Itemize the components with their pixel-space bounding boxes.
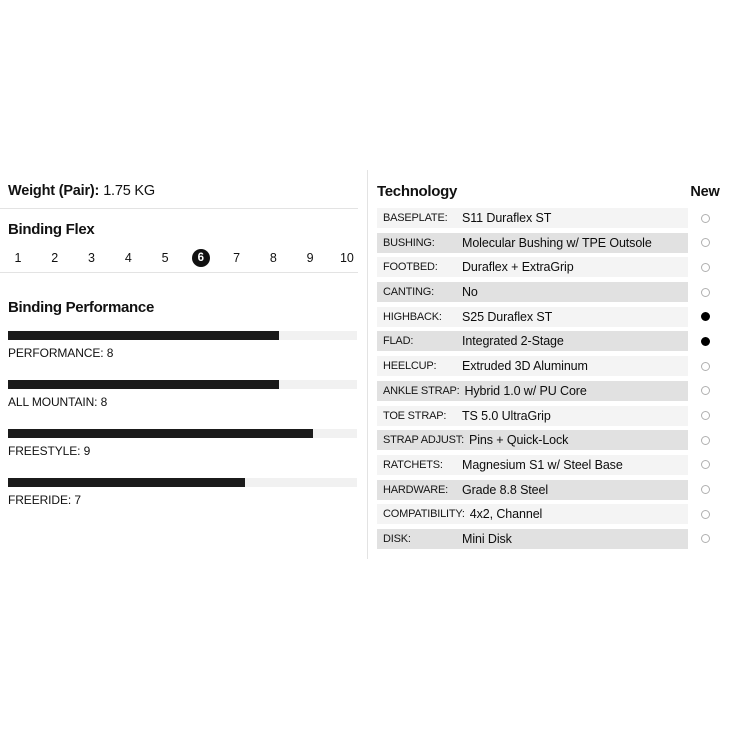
- binding-flex-title: Binding Flex: [8, 221, 95, 238]
- performance-bar-group: [8, 380, 357, 409]
- spec-label: RATCHETS:: [383, 458, 443, 471]
- table-row-background: [377, 504, 688, 524]
- binding-flex-scale: [8, 248, 357, 267]
- table-row-background: [377, 455, 688, 475]
- spec-left-column: [0, 170, 368, 559]
- table-row-background: [377, 406, 688, 426]
- spec-label: STRAP ADJUST:: [383, 434, 464, 447]
- divider: [0, 272, 358, 273]
- flex-scale-number: 8: [269, 250, 277, 265]
- spec-label: HEELCUP:: [383, 360, 437, 373]
- new-indicator-cell: [688, 282, 722, 302]
- table-row: [377, 406, 722, 426]
- table-row: [377, 504, 722, 524]
- bar-fill: [8, 380, 279, 389]
- new-indicator-cell: [688, 381, 722, 401]
- table-row-background: [377, 208, 688, 228]
- table-row: [377, 480, 722, 500]
- flex-scale-number: 10: [339, 250, 354, 265]
- spec-value: No: [462, 285, 478, 300]
- weight-pair: [8, 183, 357, 201]
- bar-label: PERFORMANCE: 8: [8, 346, 114, 360]
- bar-fill: [8, 429, 313, 438]
- technology-header: [377, 183, 722, 201]
- technology-title: Technology: [377, 183, 458, 200]
- table-row: [377, 257, 722, 277]
- table-row-background: [377, 233, 688, 253]
- spec-label: CANTING:: [383, 286, 434, 299]
- spec-label: HIGHBACK:: [383, 310, 442, 323]
- table-row: [377, 529, 722, 549]
- spec-label: BASEPLATE:: [383, 212, 448, 224]
- new-indicator-cell: [688, 208, 722, 228]
- new-indicator-cell: [688, 356, 722, 376]
- flex-scale-number: 2: [51, 250, 59, 265]
- new-column-header: New: [690, 184, 720, 200]
- bar-track: [8, 331, 357, 340]
- spec-label: ANKLE STRAP:: [383, 384, 460, 397]
- flex-scale-number: 3: [88, 250, 95, 265]
- spec-value: Grade 8.8 Steel: [462, 482, 549, 497]
- table-row: [377, 381, 722, 401]
- spec-value: Integrated 2-Stage: [462, 334, 564, 349]
- new-indicator-cell: [688, 257, 722, 277]
- new-indicator-cell: [688, 233, 722, 253]
- table-row: [377, 307, 722, 327]
- table-row-background: [377, 480, 688, 500]
- spec-label: FLAD:: [383, 335, 414, 348]
- new-indicator-cell: [688, 430, 722, 450]
- flex-scale-number: 7: [233, 250, 241, 265]
- table-row: [377, 331, 722, 351]
- table-row-background: [377, 529, 688, 549]
- bar-label: FREERIDE: 7: [8, 493, 81, 507]
- new-indicator-cell: [688, 307, 722, 327]
- table-row: [377, 430, 722, 450]
- table-row-background: [377, 430, 688, 450]
- new-indicator-dot: [701, 214, 710, 223]
- bar-label: FREESTYLE: 9: [8, 444, 91, 458]
- technology-column: [377, 170, 722, 554]
- table-row-background: [377, 282, 688, 302]
- spec-value: 4x2, Channel: [469, 507, 543, 522]
- flex-scale-number: 5: [161, 250, 169, 265]
- bar-fill: [8, 331, 279, 340]
- spec-value: TS 5.0 UltraGrip: [462, 408, 551, 423]
- table-row-background: [377, 331, 688, 351]
- new-indicator-dot: [701, 485, 710, 494]
- table-row: [377, 208, 722, 228]
- table-row: [377, 356, 722, 376]
- spec-value: Mini Disk: [462, 531, 512, 546]
- spec-label: HARDWARE:: [383, 483, 449, 496]
- spec-label: DISK:: [383, 532, 411, 545]
- flex-scale-selected-number: 6: [192, 249, 210, 267]
- weight-value: 1.75 KG: [103, 183, 155, 199]
- divider: [0, 208, 358, 209]
- new-indicator-dot: [701, 510, 710, 519]
- spec-value: S11 Duraflex ST: [462, 211, 552, 225]
- new-indicator-dot: [701, 263, 710, 272]
- spec-value: Duraflex + ExtraGrip: [462, 260, 574, 275]
- new-indicator-cell: [688, 529, 722, 549]
- flex-scale-number: 4: [124, 250, 132, 265]
- flex-scale-number: 9: [306, 250, 314, 265]
- new-indicator-dot: [701, 411, 710, 420]
- new-indicator-dot: [701, 460, 710, 469]
- table-row-background: [377, 257, 688, 277]
- weight-label: Weight (Pair):: [8, 183, 100, 199]
- table-row: [377, 282, 722, 302]
- spec-value: Hybrid 1.0 w/ PU Core: [464, 383, 587, 398]
- performance-bar-group: [8, 429, 357, 458]
- performance-bars: [8, 331, 357, 507]
- table-row-background: [377, 307, 688, 327]
- bar-track: [8, 429, 357, 438]
- bar-label: ALL MOUNTAIN: 8: [8, 395, 108, 409]
- new-indicator-cell: [688, 480, 722, 500]
- new-indicator-dot: [701, 362, 710, 371]
- performance-bar-group: [8, 331, 357, 360]
- new-indicator-cell: [688, 406, 722, 426]
- spec-label: TOE STRAP:: [383, 409, 447, 422]
- bar-track: [8, 478, 357, 487]
- spec-value: Pins + Quick-Lock: [468, 433, 569, 448]
- new-indicator-dot: [701, 288, 710, 297]
- spec-label: COMPATIBILITY:: [383, 508, 465, 521]
- spec-value: Magnesium S1 w/ Steel Base: [462, 457, 623, 472]
- table-row-background: [377, 381, 688, 401]
- new-indicator-dot: [701, 312, 710, 321]
- table-row: [377, 233, 722, 253]
- spec-value: Extruded 3D Aluminum: [462, 359, 588, 374]
- new-indicator-dot: [701, 337, 710, 346]
- technology-table: [377, 208, 722, 549]
- new-indicator-dot: [701, 534, 710, 543]
- performance-bar-group: [8, 478, 357, 507]
- table-row: [377, 455, 722, 475]
- new-indicator-cell: [688, 455, 722, 475]
- new-indicator-cell: [688, 504, 722, 524]
- bar-fill: [8, 478, 245, 487]
- flex-scale-number: 1: [14, 250, 22, 265]
- spec-value: S25 Duraflex ST: [462, 309, 553, 324]
- spec-label: BUSHING:: [383, 236, 435, 249]
- table-row-background: [377, 356, 688, 376]
- new-indicator-cell: [688, 331, 722, 351]
- binding-performance-title: Binding Performance: [8, 299, 154, 316]
- bar-track: [8, 380, 357, 389]
- spec-value: Molecular Bushing w/ TPE Outsole: [462, 235, 652, 250]
- spec-label: FOOTBED:: [383, 261, 438, 274]
- new-indicator-dot: [701, 436, 710, 445]
- new-indicator-dot: [701, 386, 710, 395]
- new-indicator-dot: [701, 238, 710, 247]
